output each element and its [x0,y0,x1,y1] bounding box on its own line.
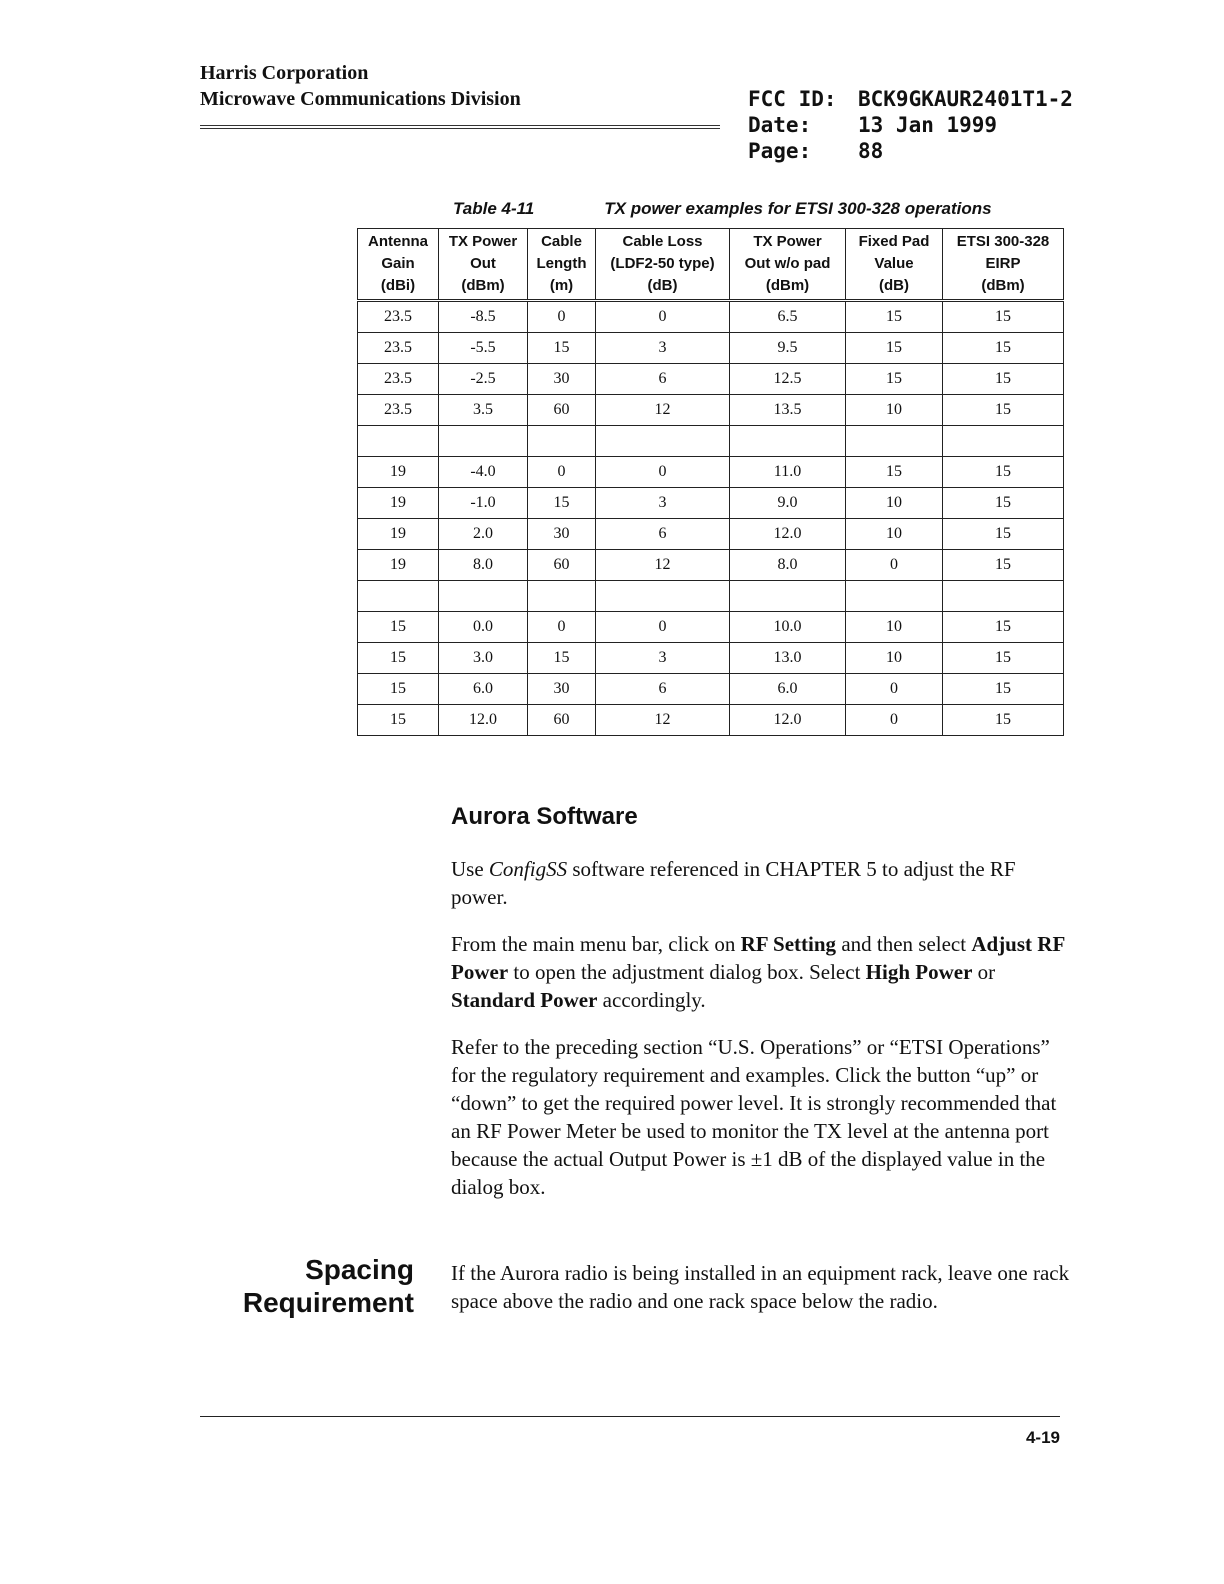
table-cell: 15 [528,643,596,674]
table-cell: 15 [943,643,1064,674]
column-header-line: (LDF2-50 type) [610,255,715,272]
date-value: 13 Jan 1999 [858,113,998,137]
column-header-line: EIRP [985,255,1021,272]
table-cell [943,426,1064,457]
table-cell: 0 [596,457,730,488]
table-cell [358,426,439,457]
table-cell: 6.0 [439,674,528,705]
fcc-info-block [748,86,1073,164]
table-cell: 3 [596,643,730,674]
table-row [358,519,1064,550]
table-cell: 23.5 [358,395,439,426]
table-cell [730,426,846,457]
table-cell: 15 [846,333,943,364]
table-cell: 15 [943,519,1064,550]
table-cell: 8.0 [439,550,528,581]
text-run: Use [451,857,489,881]
table-row [358,333,1064,364]
table-cell: -5.5 [439,333,528,364]
table-cell: 15 [528,333,596,364]
footer-rule [200,1416,1060,1417]
table-cell [846,426,943,457]
column-header [730,229,846,301]
table-cell [528,581,596,612]
table-cell [943,581,1064,612]
table-cell: 3 [596,333,730,364]
column-header-line: TX Power [753,233,822,250]
table-cell: 10 [846,643,943,674]
table-cell [846,581,943,612]
paragraph-regulatory-note: Refer to the preceding section “U.S. Operations” or “ETSI Operations” for the regulatory requirement and examples. Click the button “up” or “down” to get the required power level. It is strongly recommended that an RF Power Meter be used to monitor the TX level at the antenna port because the actual Output Power is ±1 dB of the displayed value in the dialog box. [451,1035,1057,1199]
table-number: Table 4-11 [453,199,535,218]
table-row [358,488,1064,519]
table-cell: 30 [528,364,596,395]
column-header-line: (dB) [647,277,678,294]
table-cell: 8.0 [730,550,846,581]
table-cell: 15 [358,705,439,736]
column-header [528,229,596,301]
table-cell: 0 [596,301,730,333]
text-run: or [972,960,996,984]
table-cell [439,581,528,612]
column-header-line: Cable Loss [622,233,703,250]
text-run: to open the adjustment dialog box. Select [508,960,866,984]
table-cell: 23.5 [358,301,439,333]
column-header-line: Antenna [368,233,428,250]
menu-term: Adjust RF Power [451,932,1065,984]
table-cell: 12 [596,705,730,736]
table-cell: 15 [358,674,439,705]
table-row [358,426,1064,457]
column-header [596,229,730,301]
column-header-line: Out [470,255,496,272]
table-cell: 30 [528,519,596,550]
table-cell: 12.0 [730,519,846,550]
menu-term: RF Setting [740,932,837,956]
column-header [439,229,528,301]
page-label: Page: [748,139,812,163]
table-header-row [358,229,1064,301]
table-cell: 23.5 [358,364,439,395]
table-row [358,550,1064,581]
table-cell: 9.0 [730,488,846,519]
table-cell: 13.0 [730,643,846,674]
table-cell: 15 [943,612,1064,643]
column-header-line: TX Power [448,233,518,250]
heading-line: Requirement [242,1287,414,1318]
heading-line: Spacing [305,1254,414,1285]
option-term: Standard Power [451,988,598,1012]
table-row [358,395,1064,426]
table-cell: 12 [596,395,730,426]
table-cell: 15 [846,457,943,488]
table-cell: 0 [528,612,596,643]
column-header [358,229,439,301]
text-run: From the main menu bar, click on [451,932,741,956]
table-cell: 10 [846,395,943,426]
table-cell: 15 [943,364,1064,395]
table-cell: 60 [528,550,596,581]
table-row [358,581,1064,612]
table-cell: 15 [943,488,1064,519]
column-header-line: ETSI 300-328 [956,233,1050,250]
fcc-id-label: FCC ID: [748,87,837,111]
table-cell: 10 [846,519,943,550]
table-cell: 0 [528,457,596,488]
column-header-line: Value [874,255,914,272]
table-cell: 0 [528,301,596,333]
table-cell: 15 [846,301,943,333]
table-cell: 15 [943,705,1064,736]
table-cell: 13.5 [730,395,846,426]
column-header-line: Length [536,255,587,272]
column-header-line: (dBm) [765,277,810,294]
table-cell: 10 [846,612,943,643]
text-run: software referenced in CHAPTER 5 to adjust the RF power. [451,857,1016,909]
table-row [358,643,1064,674]
table-cell: 15 [943,457,1064,488]
table-cell: 15 [943,301,1064,333]
table-title: TX power examples for ETSI 300-328 operations [604,199,992,218]
column-header [846,229,943,301]
table-cell: -1.0 [439,488,528,519]
text-run: and then select [836,932,972,956]
table-row [358,457,1064,488]
paragraph-spacing: If the Aurora radio is being installed in an equipment rack, leave one rack space above the radio and one rack space below the radio. [451,1261,1070,1313]
table-row [358,301,1064,333]
table-cell: 0 [846,674,943,705]
page-value: 88 [858,139,884,163]
column-header-line: (dBm) [981,277,1025,294]
table-cell: 0 [596,612,730,643]
table-caption [453,199,992,219]
table-cell: 0 [846,705,943,736]
table-cell: 12.0 [730,705,846,736]
text-run: accordingly. [597,988,706,1012]
table-cell: 15 [358,643,439,674]
table-cell [528,426,596,457]
table-cell: 3.0 [439,643,528,674]
table-row [358,612,1064,643]
table-row [358,705,1064,736]
table-cell: 0 [846,550,943,581]
fcc-id-value: BCK9GKAUR2401T1-2 [858,87,1073,111]
table-cell: -2.5 [439,364,528,395]
table-row [358,674,1064,705]
table-cell [596,581,730,612]
table-cell [439,426,528,457]
table-cell: 2.0 [439,519,528,550]
table-cell: 19 [358,457,439,488]
table-cell: 6.5 [730,301,846,333]
option-term: High Power [865,960,973,984]
table-cell: 15 [358,612,439,643]
table-cell: 30 [528,674,596,705]
column-header-line: Out w/o pad [744,255,831,272]
table-cell: 12 [596,550,730,581]
table-cell: 19 [358,550,439,581]
table-cell: 15 [943,395,1064,426]
table-cell: 15 [943,550,1064,581]
company-name: Harris Corporation [200,62,369,84]
table-cell: 6 [596,674,730,705]
column-header [943,229,1064,301]
software-name: ConfigSS [488,857,568,881]
table-cell: 10 [846,488,943,519]
table-cell: 10.0 [730,612,846,643]
division-name: Microwave Communications Division [200,88,521,110]
page-number: 4-19 [1025,1428,1060,1447]
column-header-line: Gain [381,255,415,272]
date-label: Date: [748,113,812,137]
table-cell: 19 [358,519,439,550]
table-cell: 12.5 [730,364,846,395]
table-cell: -4.0 [439,457,528,488]
table-cell: 15 [528,488,596,519]
table-row [358,364,1064,395]
section-heading-aurora-software: Aurora Software [451,803,638,830]
table-cell: -8.5 [439,301,528,333]
table-cell: 6 [596,364,730,395]
table-cell: 60 [528,705,596,736]
table-cell: 0.0 [439,612,528,643]
document-header [200,60,521,112]
table-cell: 11.0 [730,457,846,488]
table-cell: 15 [943,333,1064,364]
table-cell: 6 [596,519,730,550]
header-rule [200,125,720,131]
column-header-line: (m) [549,277,574,294]
column-header-line: Fixed Pad [858,233,930,250]
table-cell: 9.5 [730,333,846,364]
table-cell: 3 [596,488,730,519]
paragraph-menu-instructions [451,930,1071,1014]
column-header-line: (dB) [879,277,909,294]
table-cell: 12.0 [439,705,528,736]
table-cell: 6.0 [730,674,846,705]
tx-power-table [357,228,1064,736]
table-cell: 23.5 [358,333,439,364]
table-body [358,301,1064,736]
table-cell [358,581,439,612]
column-header-line: (dBi) [380,277,416,294]
table-cell: 3.5 [439,395,528,426]
table-cell [596,426,730,457]
column-header-line: Cable [541,233,582,250]
column-header-line: (dBm) [461,277,505,294]
table-cell [730,581,846,612]
section-heading-spacing-requirement [200,1253,414,1319]
table-cell: 60 [528,395,596,426]
table-cell: 15 [846,364,943,395]
paragraph-configss [451,855,1071,911]
table-cell: 15 [943,674,1064,705]
table-cell: 19 [358,488,439,519]
